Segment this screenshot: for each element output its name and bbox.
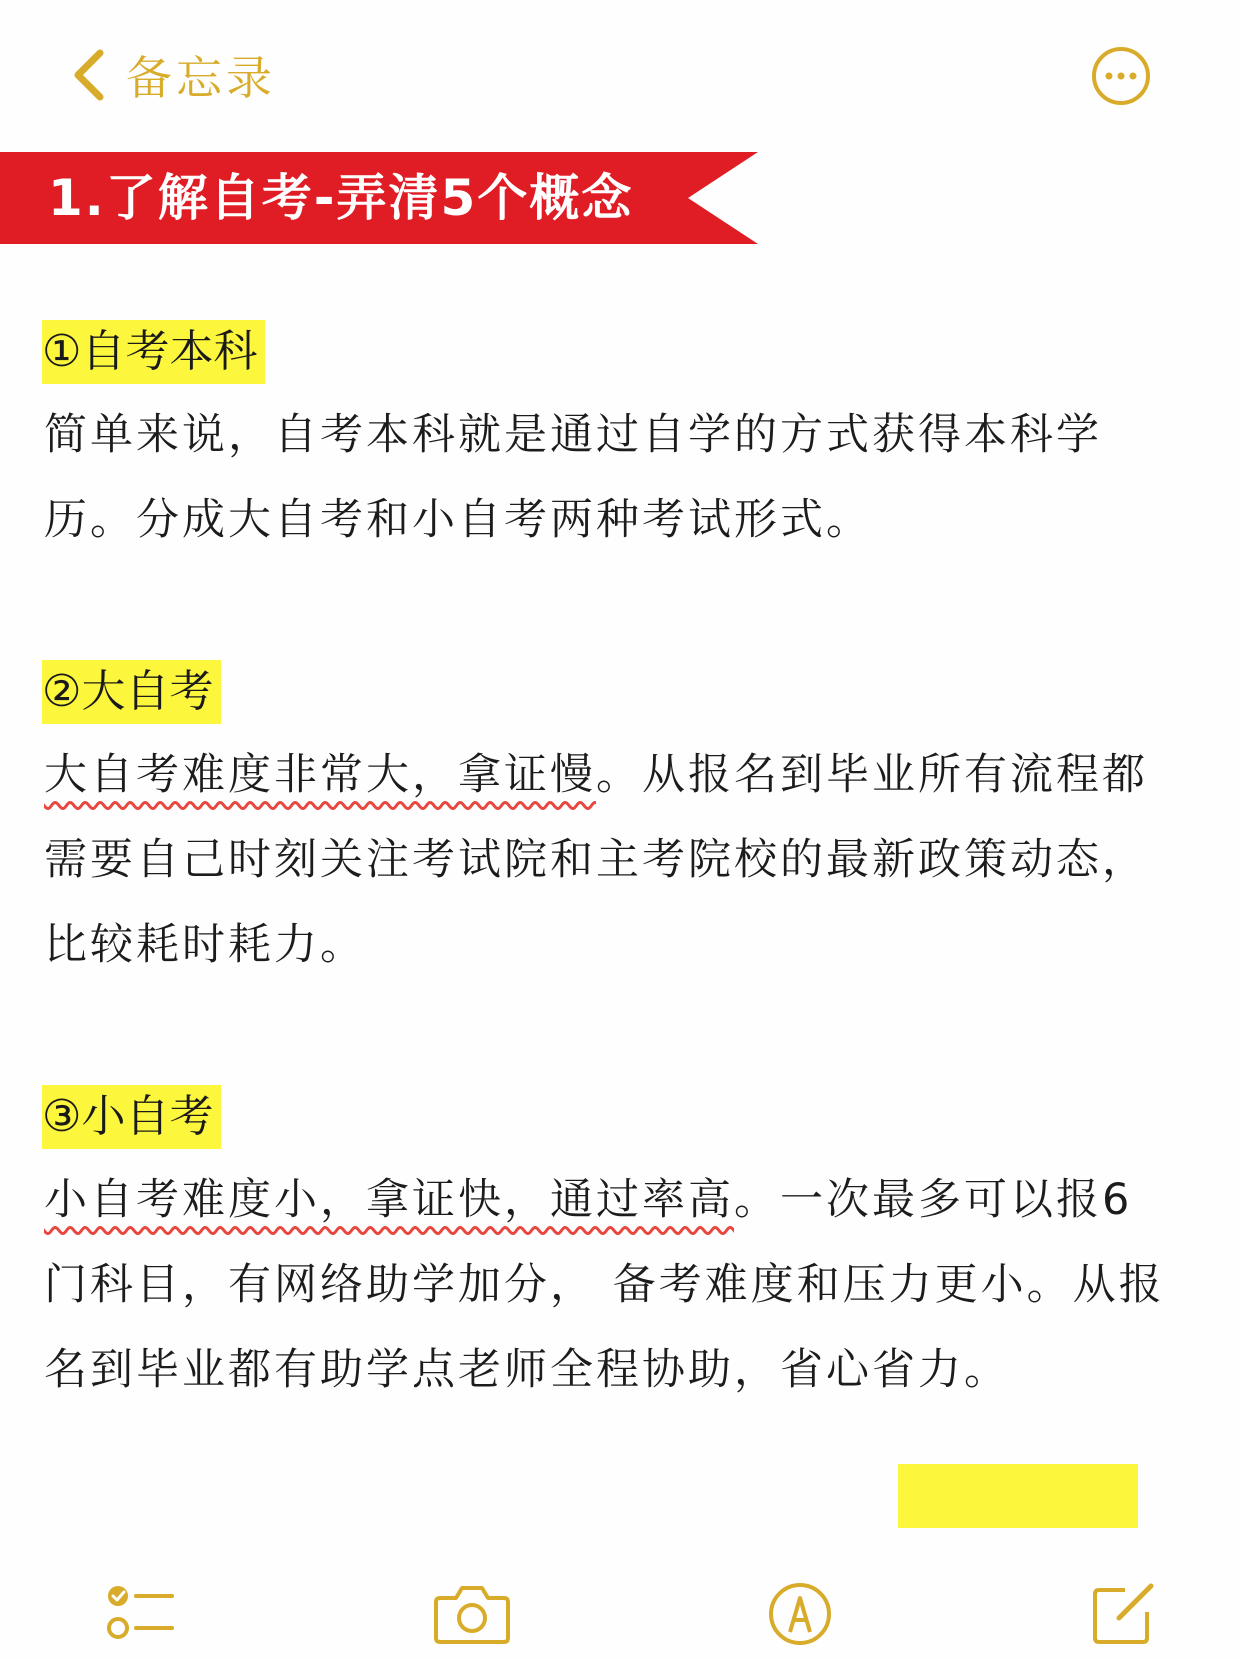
paragraph-line xyxy=(44,745,1148,805)
paragraph-line: 名到毕业都有助学点老师全程协助，省心省力。 xyxy=(44,1345,1010,1395)
chevron-left-icon xyxy=(70,47,106,103)
camera-icon xyxy=(432,1633,512,1652)
underlined-phrase: 大自考难度非常大，拿证慢 xyxy=(44,750,596,800)
markup-pen-icon xyxy=(760,1633,840,1652)
compose-button[interactable] xyxy=(1085,1578,1165,1648)
paragraph-text: 。从报名到毕业所有流程都 xyxy=(596,750,1148,800)
paragraph-line: 简单来说，自考本科就是通过自学的方式获得本科学 xyxy=(44,410,1102,460)
paragraph-line: 历。分成大自考和小自考两种考试形式。 xyxy=(44,495,872,545)
section-banner xyxy=(0,152,758,244)
highlight-block xyxy=(898,1464,1138,1528)
compose-icon xyxy=(1085,1633,1165,1652)
markup-button[interactable] xyxy=(760,1578,840,1648)
checklist-icon xyxy=(100,1633,180,1652)
camera-button[interactable] xyxy=(432,1578,512,1648)
section-heading-2: ②大自考 xyxy=(42,660,221,724)
section-heading-3: ③小自考 xyxy=(42,1085,221,1149)
underlined-phrase: 小自考难度小，拿证快，通过率高 xyxy=(44,1175,734,1225)
banner-title: 1.了解自考-弄清5个概念 xyxy=(48,169,634,227)
back-button[interactable] xyxy=(70,40,276,110)
paragraph-line: 门科目，有网络助学加分， 备考难度和压力更小。从报 xyxy=(44,1260,1165,1310)
section-heading-1: ①自考本科 xyxy=(42,320,265,384)
paragraph-text: 。一次最多可以报6 xyxy=(734,1175,1133,1225)
paragraph-line xyxy=(44,1170,1132,1230)
more-options-button[interactable] xyxy=(1090,45,1152,107)
back-label: 备忘录 xyxy=(126,51,276,105)
ellipsis-circle-icon xyxy=(1090,92,1152,111)
paragraph-line: 比较耗时耗力。 xyxy=(44,920,366,970)
paragraph-line: 需要自己时刻关注考试院和主考院校的最新政策动态， xyxy=(44,835,1148,885)
checklist-button[interactable] xyxy=(100,1578,180,1648)
